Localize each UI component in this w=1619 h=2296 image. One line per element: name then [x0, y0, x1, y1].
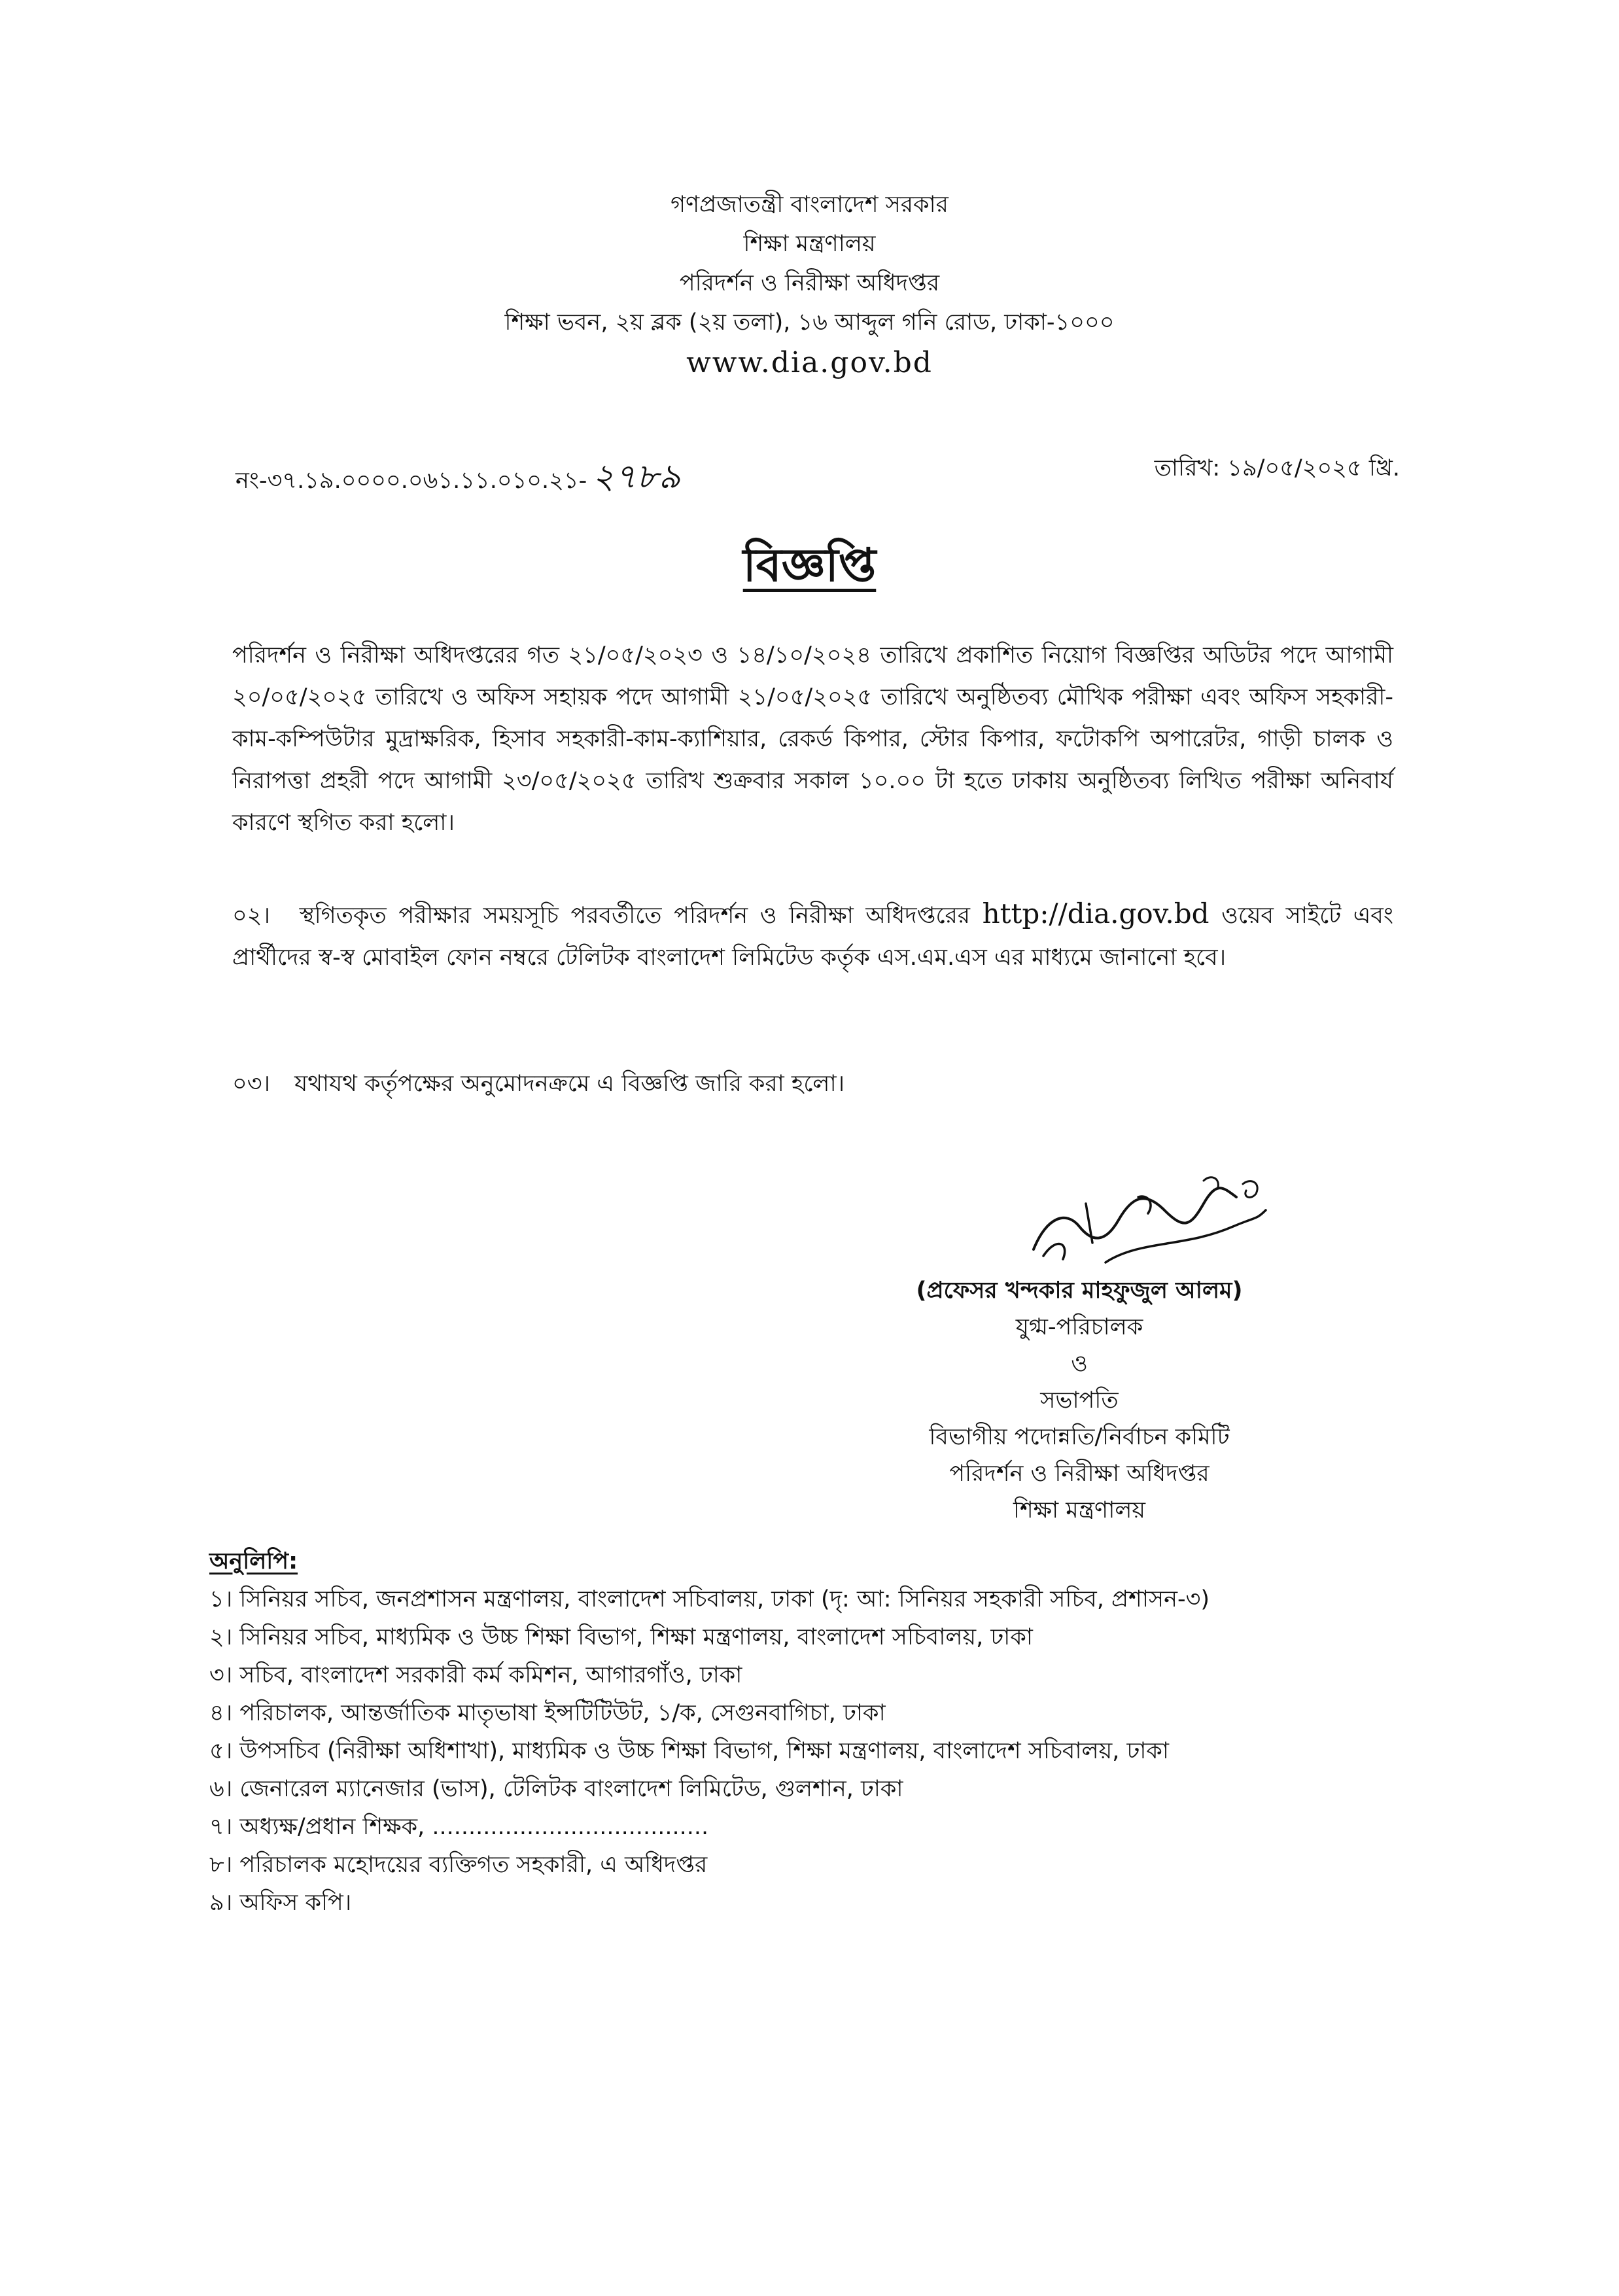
signatory-block: [850, 1272, 1308, 1529]
copy-item: ৩। সচিব, বাংলাদেশ সরকারী কর্ম কমিশন, আগারগাঁও, ঢাকা: [209, 1662, 742, 1688]
copy-item: ৮। পরিচালক মহোদয়ের ব্যক্তিগত সহকারী, এ অধিদপ্তর: [209, 1852, 708, 1878]
memo-row: [235, 444, 1400, 496]
paragraph-1: পরিদর্শন ও নিরীক্ষা অধিদপ্তরের গত ২১/০৫/২০২৩ ও ১৪/১০/২০২৪ তারিখে প্রকাশিত নিয়োগ বিজ্ঞপ্তির অডিটর পদে আগামী ২০/০৫/২০২৫ তারিখে ও অফিস সহায়ক পদে আগামী ২১/০৫/২০২৫ তারিখে অনুষ্ঠিতব্য মৌখিক পরীক্ষা এবং অফিস সহকারী-কাম-কম্পিউটার মুদ্রাক্ষরিক, হিসাব সহকারী-কাম-ক্যাশিয়ার, রেকর্ড কিপার, স্টোর কিপার, ফটোকপি অপারেটর, গাড়ী চালক ও নিরাপত্তা প্রহরী পদে আগামী ২৩/০৫/২০২৫ তারিখ শুক্রবার সকাল ১০.০০ টা হতে ঢাকায় অনুষ্ঠিতব্য লিখিত পরীক্ষা অনিবার্য কারণে স্থগিত করা হলো।: [232, 642, 1393, 836]
office-address: শিক্ষা ভবন, ২য় ব্লক (২য় তলা), ১৬ আব্দুল গনি রোড, ঢাকা-১০০০: [504, 309, 1115, 336]
copy-item: ২। সিনিয়র সচিব, মাধ্যমিক ও উচ্চ শিক্ষা বিভাগ, শিক্ষা মন্ত্রণালয়, বাংলাদেশ সচিবালয়, ঢাকা: [209, 1624, 1033, 1650]
paragraph-3-number: ০৩।: [232, 1071, 271, 1097]
paragraph-2-text-start: স্থগিতকৃত পরীক্ষার সময়সূচি পরবর্তীতে পরিদর্শন ও নিরীক্ষা অধিদপ্তরের: [299, 903, 971, 929]
paragraph-2: [232, 893, 1393, 979]
signatory-designation: যুগ্ম-পরিচালক: [1015, 1314, 1143, 1340]
website-link[interactable]: www.dia.gov.bd: [686, 346, 933, 379]
paragraph-3: [232, 1063, 1393, 1105]
copy-item: ৬। জেনারেল ম্যানেজার (ভাস), টেলিটক বাংলাদেশ লিমিটেড, গুলশান, ঢাকা: [209, 1776, 903, 1802]
signatory-office: পরিদর্শন ও নিরীক্ষা অধিদপ্তর: [949, 1461, 1210, 1487]
signatory-name: (প্রফেসর খন্দকার মাহফুজুল আলম): [916, 1278, 1243, 1304]
copy-distribution: [209, 1542, 1426, 1922]
copy-item: ৭। অধ্যক্ষ/প্রধান শিক্ষক, ......................................: [209, 1814, 709, 1840]
copy-item: ৫। উপসচিব (নিরীক্ষা অধিশাখা), মাধ্যমিক ও উচ্চ শিক্ষা বিভাগ, শিক্ষা মন্ত্রণালয়, বাংলাদেশ সচিবালয়, ঢাকা: [209, 1738, 1170, 1764]
memo-date: তারিখ: ১৯/০৫/২০২৫ খ্রি.: [1154, 455, 1400, 481]
government-name: গণপ্রজাতন্ত্রী বাংলাদেশ সরকার: [670, 192, 949, 218]
letterhead: [0, 185, 1619, 384]
copies-heading: অনুলিপি:: [209, 1548, 298, 1574]
paragraph-2-text-end: ওয়েব সাইটে এবং প্রার্থীদের স্ব-স্ব মোবাইল ফোন নম্বরে টেলিটক বাংলাদেশ লিমিটেড কর্তৃক এস.এম.এস এর মাধ্যমে জানানো হবে।: [232, 903, 1393, 971]
memo-number: [235, 450, 680, 507]
signatory-role: সভাপতি: [1040, 1387, 1119, 1414]
copy-item: ৯। অফিস কপি।: [209, 1890, 352, 1916]
memo-number-printed: নং-৩৭.১৯.০০০০.০৬১.১১.০১০.২১-: [235, 468, 587, 494]
copy-item: ১। সিনিয়র সচিব, জনপ্রশাসন মন্ত্রণালয়, বাংলাদেশ সচিবালয়, ঢাকা (দৃ: আ: সিনিয়র সহকারী সচিব, প্রশাসন-৩): [209, 1586, 1210, 1612]
signatory-conjunction: ও: [1071, 1351, 1088, 1377]
signatory-ministry: শিক্ষা মন্ত্রণালয়: [1013, 1497, 1146, 1523]
paragraph-3-text: যথাযথ কর্তৃপক্ষের অনুমোদনক্রমে এ বিজ্ঞপ্তি জারি করা হলো।: [294, 1071, 845, 1097]
ministry-name: শিক্ষা মন্ত্রণালয়: [743, 231, 876, 257]
paragraph-2-number: ০২।: [232, 903, 271, 929]
notice-title: [0, 530, 1619, 606]
handwritten-signature: [1007, 1164, 1282, 1282]
directorate-name: পরিদর্শন ও নিরীক্ষা অধিদপ্তর: [679, 270, 940, 296]
notice-title-text: বিজ্ঞপ্তি: [742, 538, 877, 592]
paragraph-2-url[interactable]: http://dia.gov.bd: [982, 897, 1210, 930]
memo-number-handwritten: ২৭৮৯: [592, 457, 681, 496]
signatory-committee: বিভাগীয় পদোন্নতি/নির্বাচন কমিটি: [929, 1424, 1230, 1450]
copy-item: ৪। পরিচালক, আন্তর্জাতিক মাতৃভাষা ইন্সটিটিউট, ১/ক, সেগুনবাগিচা, ঢাকা: [209, 1700, 886, 1726]
